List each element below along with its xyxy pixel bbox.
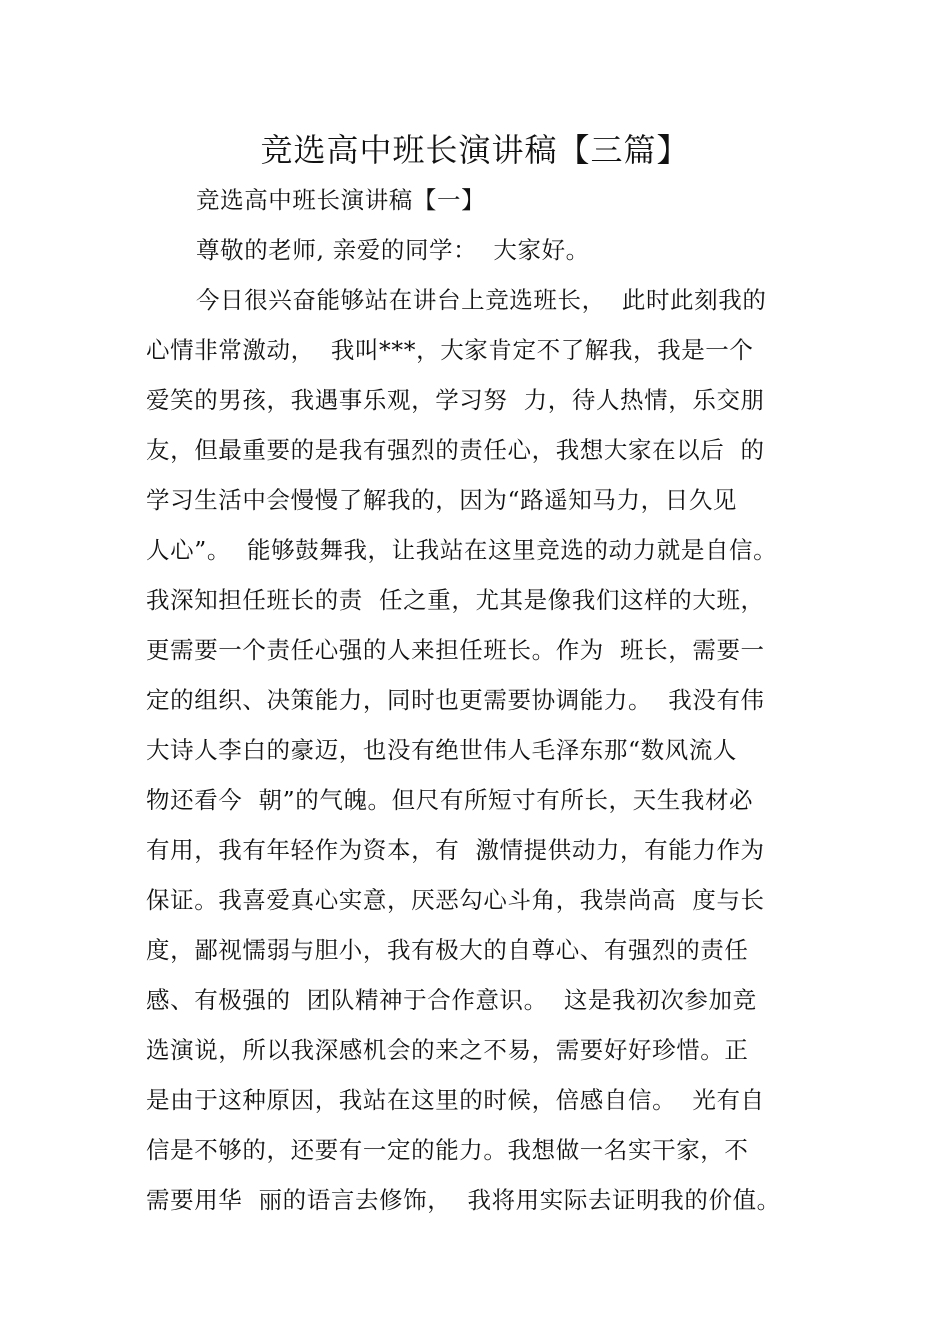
document-title: 竞选高中班长演讲稿【三篇】 bbox=[260, 131, 690, 169]
body-line: 心情非常激动， 我叫***，大家肯定不了解我，我是一个 bbox=[146, 336, 754, 364]
body-line: 人心”。 能够鼓舞我，让我站在这里竞选的动力就是自信。 bbox=[146, 536, 778, 564]
body-line: 感、有极强的 团队精神于合作意识。 这是我初次参加竞 bbox=[146, 986, 757, 1014]
body-line: 有用，我有年轻作为资本，有 激情提供动力，有能力作为 bbox=[146, 836, 765, 864]
body-line: 保证。我喜爱真心实意，厌恶勾心斗角，我崇尚高 度与长 bbox=[146, 886, 765, 914]
body-line: 是由于这种原因，我站在这里的时候，倍感自信。 光有自 bbox=[146, 1086, 765, 1114]
body-line: 选演说，所以我深感机会的来之不易，需要好好珍惜。正 bbox=[146, 1036, 749, 1064]
salutation: 尊敬的老师, 亲爱的同学： 大家好。 bbox=[196, 236, 590, 264]
body-line: 今日很兴奋能够站在讲台上竞选班长， 此时此刻我的 bbox=[196, 286, 767, 314]
body-line: 学习生活中会慢慢了解我的，因为“路遥知马力，日久见 bbox=[146, 486, 738, 514]
body-line: 定的组织、决策能力，同时也更需要协调能力。 我没有伟 bbox=[146, 686, 765, 714]
body-line: 我深知担任班长的责 任之重，尤其是像我们这样的大班， bbox=[146, 586, 765, 614]
body-line: 需要用华 丽的语言去修饰， 我将用实际去证明我的价值。 bbox=[146, 1186, 781, 1214]
body-line: 更需要一个责任心强的人来担任班长。作为 班长，需要一 bbox=[146, 636, 765, 664]
body-line: 爱笑的男孩，我遇事乐观，学习努 力，待人热情，乐交朋 bbox=[146, 386, 765, 414]
section-heading: 竞选高中班长演讲稿【一】 bbox=[196, 186, 486, 214]
body-line: 度，鄙视懦弱与胆小，我有极大的自尊心、有强烈的责任 bbox=[146, 936, 749, 964]
body-line: 大诗人李白的豪迈，也没有绝世伟人毛泽东那“数风流人 bbox=[146, 736, 738, 764]
body-line: 信是不够的，还要有一定的能力。我想做一名实干家，不 bbox=[146, 1136, 749, 1164]
body-line: 友，但最重要的是我有强烈的责任心，我想大家在以后 的 bbox=[146, 436, 765, 464]
body-line: 物还看今 朝”的气魄。但尺有所短寸有所长，天生我材必 bbox=[146, 786, 754, 814]
